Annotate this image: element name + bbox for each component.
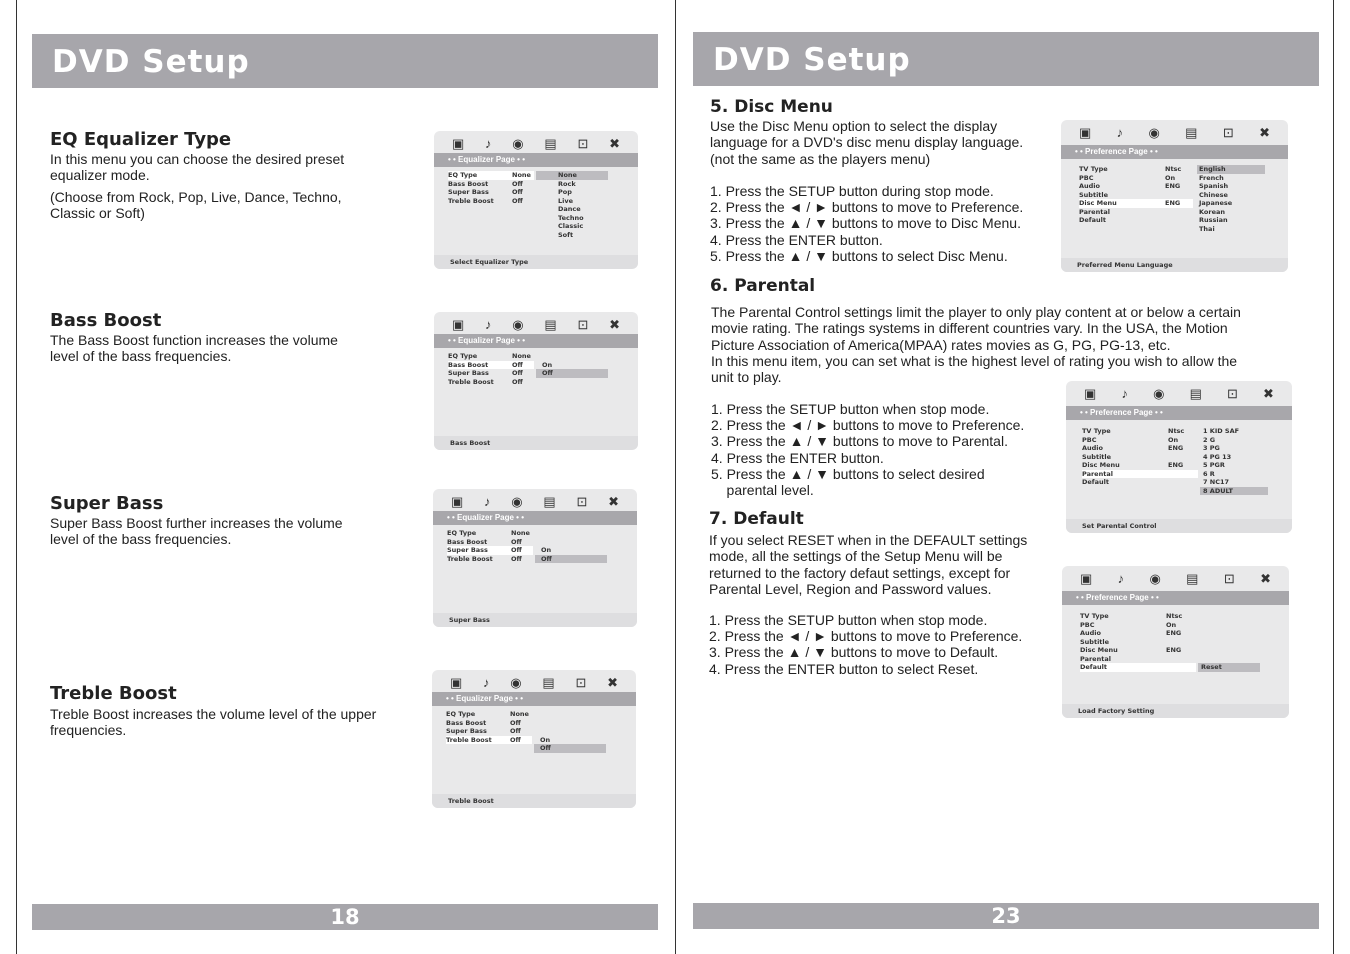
speaker-icon: ♪: [1116, 125, 1124, 140]
osd-option: None: [536, 171, 608, 180]
osd-value: None: [512, 171, 534, 180]
menu-icon: ▤: [543, 494, 556, 509]
step-item: 5. Press the ▲ / ▼ buttons to select Disc Menu.: [710, 247, 1008, 264]
parental-heading: 6. Parental: [710, 276, 816, 296]
osd-value: Off: [510, 736, 532, 745]
osd-footer-text: Treble Boost: [448, 797, 494, 805]
lock-icon: ⊡: [1222, 125, 1234, 140]
osd-value: Off: [511, 546, 533, 555]
osd-option: Off: [534, 744, 606, 753]
osd-values: [512, 171, 534, 205]
osd-options: [1197, 165, 1265, 233]
osd-labels: [1082, 427, 1168, 487]
page-divider-line: [675, 0, 676, 954]
osd-icon-row: [451, 493, 619, 511]
step-item: 2. Press the ◄ / ► buttons to move to Preference.: [710, 199, 1024, 216]
right-banner-title: DVD Setup: [713, 42, 911, 78]
osd-footer-text: Preferred Menu Language: [1077, 261, 1173, 269]
right-margin-line: [1333, 0, 1334, 954]
parental-text: The Parental Control settings limit the player to only play content at or below a certain movie rating. The ratings systems in different countries vary. In the USA, the Motion Picture Association of America(MPAA) rates movies as G, PG, PG-13, etc. In this menu item, you can set what is the highest level of rating you wish to allow the unit to play.: [711, 304, 1241, 386]
super-heading: Super Bass: [50, 493, 164, 514]
osd-options: [536, 171, 608, 239]
osd-label: EQ Type: [448, 352, 478, 360]
osd-title-bar: [432, 692, 636, 706]
osd-label: Default: [1082, 478, 1109, 486]
osd-value: Ntsc: [1166, 612, 1183, 620]
osd-footer: [432, 794, 636, 808]
osd-value: Ntsc: [1165, 165, 1182, 173]
osd-label: Treble Boost: [448, 196, 494, 205]
super-text: Super Bass Boost further increases the volume level of the bass frequencies.: [50, 515, 343, 548]
osd-values: [1166, 612, 1196, 672]
osd-option: Chinese: [1199, 190, 1228, 199]
monitor-icon: ▣: [452, 136, 465, 151]
osd-value: ENG: [1168, 461, 1184, 469]
disc-menu-steps: [710, 183, 1023, 264]
osd-label: Super Bass: [447, 546, 511, 555]
monitor-icon: ▣: [450, 675, 463, 690]
osd-footer: [1066, 519, 1292, 533]
osd-label: Disc Menu: [1079, 199, 1165, 208]
monitor-icon: ▣: [1080, 571, 1093, 586]
step-item: 1. Press the SETUP button when stop mode.: [711, 401, 990, 417]
eq-text-options: (Choose from Rock, Pop, Live, Dance, Techno, Classic or Soft): [50, 189, 342, 222]
step-item: 3. Press the ▲ / ▼ buttons to move to Disc Menu.: [710, 215, 1021, 232]
step-item: 2. Press the ◄ / ► buttons to move to Preference.: [711, 417, 1025, 434]
osd-options: [1198, 663, 1260, 672]
osd-label: Audio: [1079, 182, 1101, 190]
osd-icon-row: [452, 135, 620, 153]
osd-page-title: • • Preference Page • •: [1080, 408, 1163, 417]
osd-value: None: [510, 710, 529, 718]
osd-value: [1165, 191, 1193, 200]
menu-icon: ▤: [1185, 125, 1198, 140]
osd-value: [1166, 638, 1196, 647]
osd-page-title: • • Equalizer Page • •: [446, 694, 524, 703]
speaker-icon: ♪: [1117, 571, 1125, 586]
osd-option: 5 PGR: [1203, 461, 1225, 469]
default-text: If you select RESET when in the DEFAULT settings mode, all the settings of the Setup Menu will be returned to the factory defaut settings, except for Parental Level, Region and Password values.: [709, 532, 1028, 597]
osd-value: On: [1166, 620, 1177, 629]
osd-option: Classic: [558, 222, 584, 230]
osd-label: Super Bass: [446, 727, 487, 735]
osd-title-bar: [434, 334, 638, 348]
eq-menu-screen: [434, 131, 638, 269]
speaker-icon: ♪: [485, 317, 492, 332]
bass-menu-screen: [434, 312, 638, 450]
osd-labels: [1080, 612, 1166, 672]
disc-menu-heading: 5. Disc Menu: [710, 97, 833, 117]
osd-option: Pop: [558, 188, 572, 196]
osd-label: Treble Boost: [448, 377, 494, 386]
osd-value: ENG: [1165, 182, 1181, 190]
osd-label: Audio: [1082, 444, 1104, 452]
osd-label: Audio: [1080, 629, 1102, 637]
osd-footer: [1061, 258, 1288, 272]
osd-option: Live: [558, 196, 574, 205]
step-item: 2. Press the ◄ / ► buttons to move to Preference.: [709, 628, 1023, 645]
osd-value: On: [1168, 435, 1179, 444]
monitor-icon: ▣: [1079, 125, 1092, 140]
osd-title-bar: [434, 153, 638, 167]
osd-option: 6 R: [1203, 469, 1215, 478]
disc-menu-screen: [1061, 120, 1288, 272]
speaker-icon: ♪: [484, 494, 491, 509]
osd-option: Spanish: [1199, 182, 1229, 190]
osd-value: Ntsc: [1168, 427, 1185, 435]
osd-labels: [447, 529, 511, 563]
osd-value: Off: [512, 369, 523, 377]
osd-value: On: [1165, 173, 1176, 182]
disc-icon: ◉: [510, 675, 522, 690]
disc-icon: ◉: [511, 494, 523, 509]
lock-icon: ⊡: [576, 494, 588, 509]
osd-value: Off: [512, 188, 523, 196]
exit-icon: ✖: [1259, 125, 1270, 140]
exit-icon: ✖: [607, 675, 618, 690]
osd-value: Off: [512, 377, 523, 386]
osd-value: ENG: [1166, 629, 1182, 637]
osd-option: Russian: [1199, 216, 1228, 224]
left-page-footer: [32, 904, 658, 930]
osd-option: Off: [535, 555, 607, 564]
osd-label: Parental: [1082, 470, 1168, 479]
osd-option: Dance: [558, 205, 581, 213]
step-item: 4. Press the ENTER button.: [710, 231, 883, 248]
default-menu-screen: [1062, 566, 1289, 718]
osd-values: [1168, 427, 1198, 487]
osd-value: [1168, 470, 1198, 479]
osd-value: Off: [510, 727, 521, 735]
right-page-footer: [693, 903, 1319, 929]
osd-label: Bass Boost: [448, 361, 512, 370]
osd-label: Treble Boost: [447, 554, 493, 563]
osd-values: [1165, 165, 1193, 225]
osd-value: ENG: [1168, 444, 1184, 452]
osd-footer-text: Super Bass: [449, 616, 490, 624]
osd-value: ENG: [1165, 199, 1193, 208]
disc-icon: ◉: [512, 317, 524, 332]
disc-icon: ◉: [1149, 571, 1161, 586]
super-menu-screen: [433, 489, 637, 627]
osd-label: Bass Boost: [448, 179, 489, 188]
osd-label: Disc Menu: [1080, 646, 1118, 654]
osd-label: Super Bass: [448, 188, 489, 196]
osd-value: [1165, 208, 1193, 217]
parental-steps: [711, 401, 1024, 498]
osd-footer: [1062, 704, 1289, 718]
osd-labels: [446, 710, 510, 744]
osd-option: 3 PG: [1203, 444, 1220, 452]
exit-icon: ✖: [608, 494, 619, 509]
osd-value: Off: [511, 537, 522, 546]
left-page-number: 18: [330, 905, 360, 929]
step-item: 3. Press the ▲ / ▼ buttons to move to Default.: [709, 644, 999, 661]
osd-values: [512, 352, 534, 386]
osd-option: French: [1199, 173, 1224, 182]
osd-value: Off: [510, 718, 521, 727]
osd-icon-row: [452, 316, 620, 334]
osd-label: EQ Type: [446, 710, 476, 718]
osd-option: Japanese: [1199, 199, 1233, 207]
osd-option: Korean: [1199, 207, 1226, 216]
osd-icon-row: [1079, 124, 1270, 142]
osd-options: [534, 736, 606, 753]
osd-value: None: [512, 352, 531, 360]
step-item: 4. Press the ENTER button.: [711, 449, 884, 466]
menu-icon: ▤: [1189, 386, 1202, 401]
osd-labels: [1079, 165, 1165, 225]
eq-text: In this menu you can choose the desired preset equalizer mode.: [50, 151, 345, 184]
osd-icon-row: [450, 674, 618, 692]
osd-option: English: [1197, 165, 1265, 174]
lock-icon: ⊡: [575, 675, 587, 690]
osd-title-bar: [1066, 406, 1292, 420]
osd-label: PBC: [1080, 620, 1095, 629]
osd-label: Parental: [1079, 207, 1110, 216]
osd-label: Disc Menu: [1082, 461, 1120, 469]
osd-option: Rock: [558, 179, 576, 188]
exit-icon: ✖: [1263, 386, 1274, 401]
disc-icon: ◉: [512, 136, 524, 151]
osd-title-bar: [433, 511, 637, 525]
osd-label: Subtitle: [1080, 637, 1110, 646]
osd-labels: [448, 352, 512, 386]
osd-option: 4 PG 13: [1203, 452, 1232, 461]
default-steps: [709, 612, 1022, 677]
osd-label: Treble Boost: [446, 736, 510, 745]
osd-labels: [448, 171, 512, 205]
exit-icon: ✖: [609, 317, 620, 332]
osd-label: Parental: [1080, 654, 1111, 663]
osd-option: On: [542, 360, 553, 369]
osd-value: [1168, 453, 1198, 462]
step-item: 1. Press the SETUP button during stop mode.: [710, 183, 994, 199]
treble-menu-screen: [432, 670, 636, 808]
step-item: 1. Press the SETUP button when stop mode.: [709, 612, 988, 628]
bass-text: The Bass Boost function increases the volume level of the bass frequencies.: [50, 332, 338, 365]
osd-label: Bass Boost: [446, 718, 487, 727]
step-item: 5. Press the ▲ / ▼ buttons to select desired: [711, 465, 985, 482]
speaker-icon: ♪: [1121, 386, 1128, 401]
disc-menu-text: Use the Disc Menu option to select the display language for a DVD's disc menu display language. (not the same as the players menu): [710, 118, 1024, 167]
bass-heading: Bass Boost: [50, 310, 162, 331]
osd-label: PBC: [1082, 435, 1097, 444]
osd-footer-text: Bass Boost: [450, 439, 491, 447]
osd-label: PBC: [1079, 173, 1094, 182]
osd-footer: [433, 613, 637, 627]
osd-values: [511, 529, 533, 563]
osd-label: Super Bass: [448, 369, 489, 377]
osd-footer: [434, 436, 638, 450]
eq-heading: EQ Equalizer Type: [50, 129, 232, 150]
osd-value: [1166, 655, 1196, 664]
left-banner-title: DVD Setup: [52, 44, 250, 80]
osd-icon-row: [1080, 570, 1271, 588]
osd-label: TV Type: [1080, 612, 1109, 620]
exit-icon: ✖: [1260, 571, 1271, 586]
step-item: parental level.: [711, 482, 814, 499]
osd-option: 7 NC17: [1203, 478, 1230, 486]
osd-value: [1168, 478, 1198, 487]
osd-option: Thai: [1199, 224, 1215, 233]
step-item: 3. Press the ▲ / ▼ buttons to move to Parental.: [711, 433, 1008, 450]
osd-option: 1 KID SAF: [1203, 427, 1240, 435]
osd-option: 8 ADULT: [1200, 487, 1268, 496]
disc-icon: ◉: [1153, 386, 1165, 401]
osd-page-title: • • Equalizer Page • •: [448, 155, 526, 164]
osd-label: Default: [1079, 216, 1106, 224]
osd-title-bar: [1062, 591, 1289, 605]
osd-options: [535, 546, 607, 563]
left-margin-line: [16, 0, 17, 954]
osd-footer: [434, 255, 638, 269]
osd-page-title: • • Equalizer Page • •: [447, 513, 525, 522]
osd-label: EQ Type: [448, 171, 512, 180]
osd-option: Soft: [558, 230, 574, 239]
right-page-number: 23: [991, 904, 1021, 928]
lock-icon: ⊡: [577, 136, 589, 151]
step-item: 4. Press the ENTER button to select Reset.: [709, 660, 979, 677]
osd-values: [510, 710, 532, 744]
osd-value: None: [511, 529, 530, 537]
menu-icon: ▤: [544, 136, 557, 151]
osd-label: Subtitle: [1079, 190, 1109, 199]
lock-icon: ⊡: [1223, 571, 1235, 586]
monitor-icon: ▣: [1084, 386, 1097, 401]
osd-title-bar: [1061, 145, 1288, 159]
disc-icon: ◉: [1148, 125, 1160, 140]
osd-label: EQ Type: [447, 529, 477, 537]
osd-page-title: • • Preference Page • •: [1075, 147, 1158, 156]
osd-option: 2 G: [1203, 435, 1216, 444]
osd-page-title: • • Preference Page • •: [1076, 593, 1159, 602]
right-banner: [693, 32, 1319, 86]
lock-icon: ⊡: [577, 317, 589, 332]
osd-value: Off: [512, 179, 523, 188]
osd-icon-row: [1084, 385, 1274, 403]
menu-icon: ▤: [544, 317, 557, 332]
osd-page-title: • • Equalizer Page • •: [448, 336, 526, 345]
menu-icon: ▤: [1186, 571, 1199, 586]
osd-value: Off: [512, 196, 523, 205]
left-banner: [32, 34, 658, 88]
monitor-icon: ▣: [451, 494, 464, 509]
parental-menu-screen: [1066, 381, 1292, 533]
osd-footer-text: Select Equalizer Type: [450, 258, 529, 266]
speaker-icon: ♪: [483, 675, 490, 690]
osd-label: Bass Boost: [447, 537, 488, 546]
osd-footer-text: Load Factory Setting: [1078, 707, 1155, 715]
lock-icon: ⊡: [1227, 386, 1238, 401]
osd-options: [1200, 427, 1268, 495]
monitor-icon: ▣: [452, 317, 465, 332]
osd-label: Subtitle: [1082, 452, 1112, 461]
speaker-icon: ♪: [485, 136, 492, 151]
osd-option: Techno: [558, 213, 584, 222]
osd-value: [1166, 663, 1196, 672]
treble-text: Treble Boost increases the volume level of the upper frequencies.: [50, 706, 377, 739]
menu-icon: ▤: [542, 675, 555, 690]
osd-value: ENG: [1166, 646, 1182, 654]
exit-icon: ✖: [609, 136, 620, 151]
osd-label: Default: [1080, 663, 1166, 672]
osd-option: Reset: [1198, 663, 1260, 672]
osd-value: [1165, 216, 1193, 225]
osd-label: TV Type: [1079, 165, 1108, 173]
osd-option: On: [541, 546, 552, 554]
osd-value: Off: [512, 361, 534, 370]
osd-option: On: [540, 735, 551, 744]
osd-label: TV Type: [1082, 427, 1111, 435]
osd-footer-text: Set Parental Control: [1082, 522, 1157, 530]
osd-options: [536, 361, 608, 378]
osd-option: Off: [536, 369, 608, 378]
osd-value: Off: [511, 554, 522, 563]
default-heading: 7. Default: [709, 509, 804, 529]
treble-heading: Treble Boost: [50, 683, 177, 704]
